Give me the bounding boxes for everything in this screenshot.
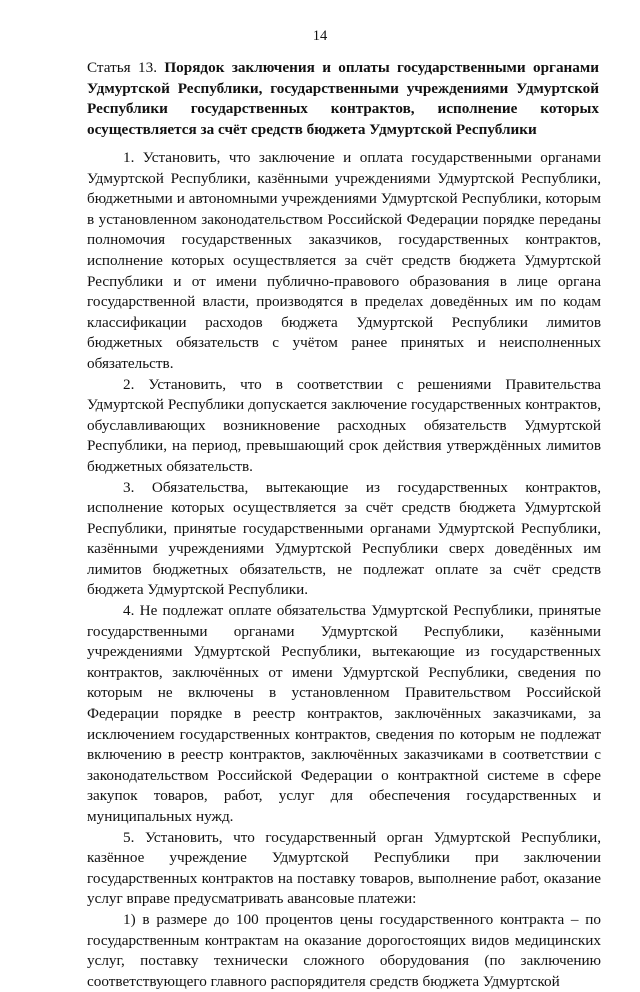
- article-label: Статья 13.: [87, 59, 157, 76]
- paragraph-5: 5. Установить, что государственный орган Удмуртской Республики, казённое учреждение Удмуртской Республики при заключении государственных контрактов на поставку товаров, выполнение работ, оказание услуг вправе предусматривать авансовые платежи:: [87, 828, 601, 908]
- article-title: Порядок заключения и оплаты государственными органами Удмуртской Республики, государственными учреждениями Удмуртской Республики государственных контрактов, исполнение которых осуществляется за счёт средств бюджета Удмуртской Республики: [87, 59, 599, 138]
- paragraph-1: 1. Установить, что заключение и оплата государственными органами Удмуртской Республики, казёнными учреждениями Удмуртской Республики, бюджетными и автономными учреждениями Удмуртской Республики, которым в установленном законодательством Российской Федерации порядке переданы полномочия государственных заказчиков, государственных контрактов, исполнение которых осуществляется за счёт средств бюджета Удмуртской Республики и от имени публично-правового образования в лице органа государственной власти, производятся в пределах доведённых им по кодам классификации расходов бюджета Удмуртской Республики лимитов бюджетных обязательств с учётом ранее принятых и неисполненных обязательств.: [87, 149, 601, 372]
- article-heading: [87, 58, 599, 140]
- paragraph-3: 3. Обязательства, вытекающие из государственных контрактов, исполнение которых осуществляется за счёт средств бюджета Удмуртской Республики, принятые государственными органами Удмуртской Республики, казёнными учреждениями Удмуртской Республики сверх доведённых им лимитов бюджетных обязательств, не подлежат оплате за счёт средств бюджета Удмуртской Республики.: [87, 478, 601, 599]
- paragraph-4: 4. Не подлежат оплате обязательства Удмуртской Республики, принятые государственными органами Удмуртской Республики, казёнными учреждениями Удмуртской Республики, вытекающие из государственных контрактов, заключённых от имени Удмуртской Республики, сведения по которым не включены в установленном Правительством Российской Федерации порядке в реестр контрактов, заключённых заказчиками, за исключением государственных контрактов, сведения по которым не подлежат включению в реестр контрактов, заключённых заказчиками в соответствии с законодательством Российской Федерации о контрактной системе в сфере закупок товаров, работ, услуг для обеспечения государственных и муниципальных нужд.: [87, 602, 601, 825]
- article-body: [87, 148, 601, 992]
- paragraph-2: 2. Установить, что в соответствии с решениями Правительства Удмуртской Республики допускается заключение государственных контрактов, обуславливающих возникновение расходных обязательств Удмуртской Республики, на период, превышающий срок действия утверждённых лимитов бюджетных обязательств.: [87, 375, 601, 475]
- page-number: 14: [312, 28, 328, 44]
- paragraph-5-item-1: 1) в размере до 100 процентов цены государственного контракта – по государственным контрактам на оказание дорогостоящих видов медицинских услуг, поставку технически сложного оборудования (по заключению соответствующего главного распорядителя средств бюджета Удмуртской: [87, 910, 601, 990]
